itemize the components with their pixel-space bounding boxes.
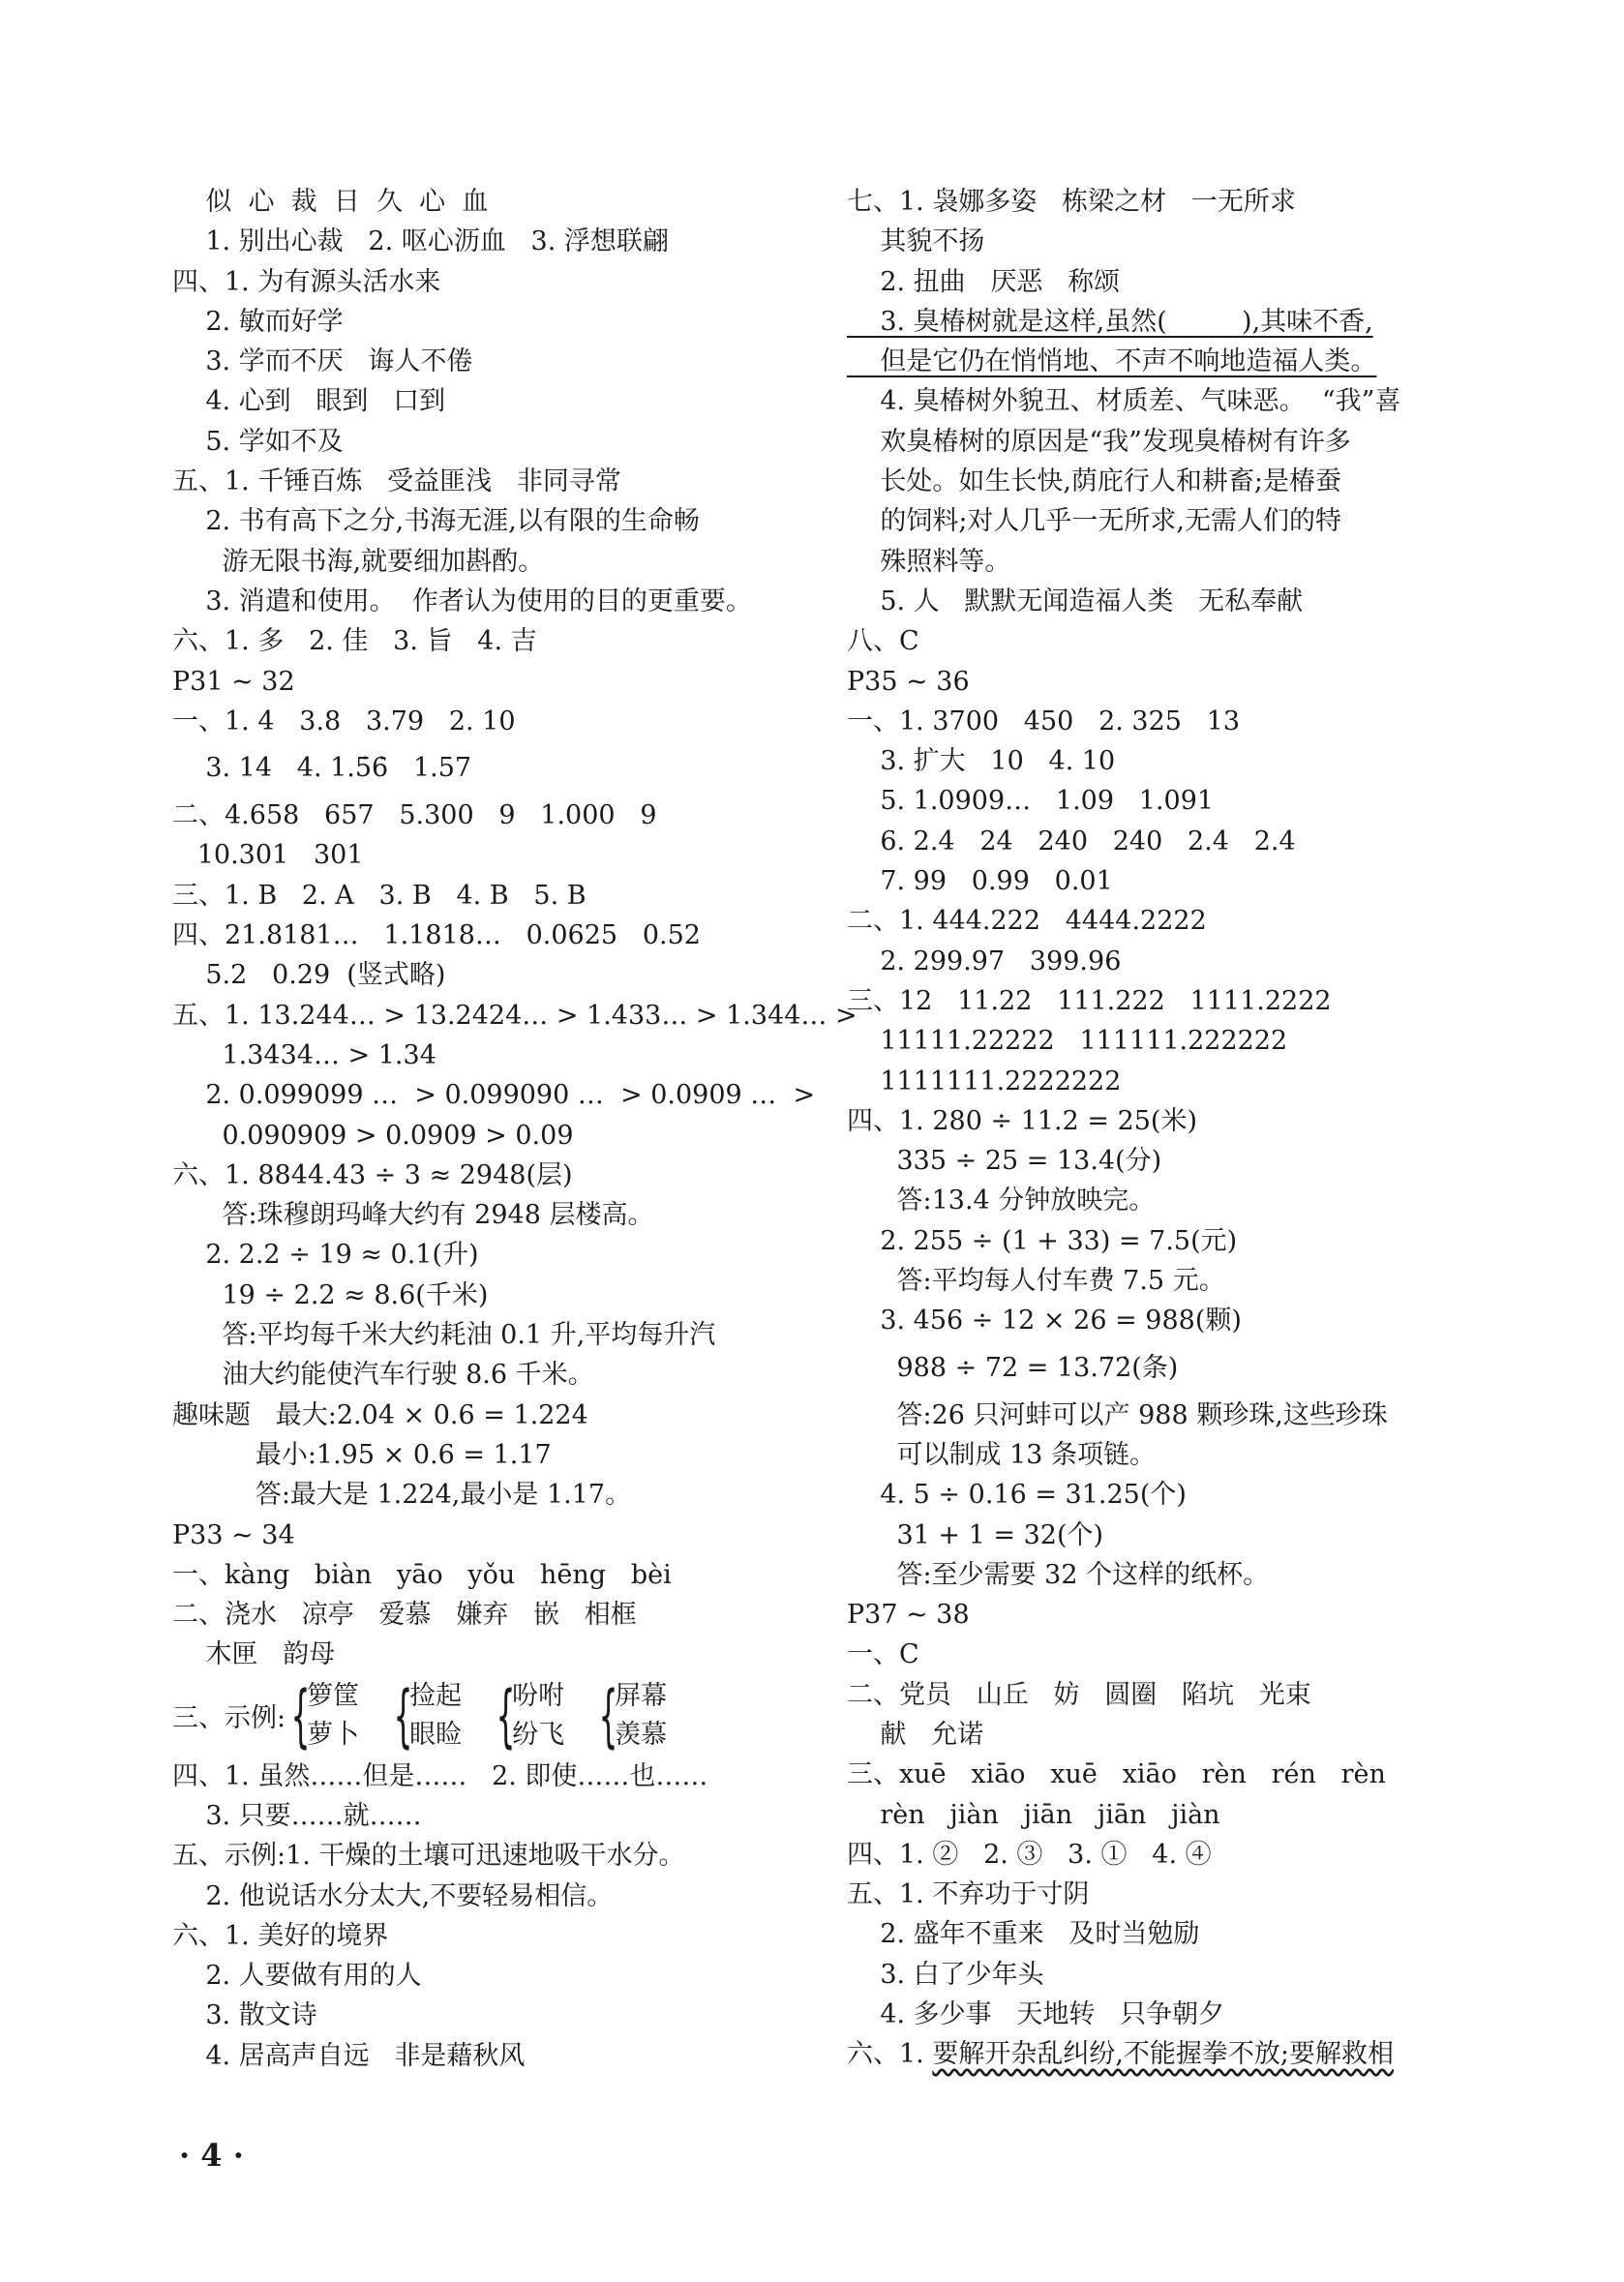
text-line: 答:平均每千米大约耗油 0.1 升,平均每升汽 [172, 1320, 716, 1351]
text-line: 1. 别出心裁 2. 呕心沥血 3. 浮想联翩 [172, 226, 669, 257]
right-column [847, 182, 1466, 2075]
text-line: 五、1. 13.244… > 13.2424… > 1.433… > 1.344… > [172, 1000, 857, 1031]
text-line: 11111.22222 111111.222222 [847, 1026, 1288, 1057]
text-line: 3. 消遣和使用。 作者认为使用的目的更重要。 [172, 586, 752, 616]
text-line: P31 ~ 32 [172, 666, 295, 697]
brace-group [286, 1677, 359, 1755]
text-line: P37 ~ 38 [847, 1600, 970, 1631]
text-line: 三、xuē xiāo xuē xiāo rèn rén rèn [847, 1759, 1386, 1790]
brace-word: 屏幕 [615, 1680, 668, 1711]
text-line: 答:13.4 分钟放映完。 [847, 1186, 1156, 1216]
text-line: 二、浇水 凉亭 爱慕 嫌弃 嵌 相框 [172, 1600, 637, 1631]
text-line: 答:至少需要 32 个这样的纸杯。 [847, 1559, 1270, 1590]
page-number: · 4 · [179, 2137, 244, 2174]
text-line: 油大约能使汽车行驶 8.6 千米。 [172, 1360, 594, 1391]
brace-word: 捡起 [409, 1680, 463, 1711]
text-line: 0.090909 > 0.0909 > 0.09 [172, 1120, 574, 1151]
text-line: 长处。如生长快,荫庇行人和耕畜;是椿蚕 [847, 466, 1342, 497]
text-line: 献 允诺 [847, 1719, 984, 1750]
right-section-a [847, 182, 1466, 302]
text-line: 2. 0.099099 … > 0.099090 … > 0.0909 … > [172, 1080, 816, 1111]
text-line: 19 ÷ 2.2 ≈ 8.6(千米) [172, 1279, 489, 1310]
text-line: 六、1. 多 2. 佳 3. 旨 4. 吉 [172, 626, 537, 657]
brace-groups [286, 1677, 696, 1755]
brace-icon: { [393, 1675, 413, 1756]
text-line: 3. 14 4. 1.5̇6̇ 1.57 [172, 753, 472, 784]
text-line: 游无限书海,就要细加斟酌。 [172, 546, 545, 577]
brace-word: 箩筐 [307, 1680, 360, 1711]
text-line: 5.2 0.29 (竖式略) [172, 960, 446, 991]
underlined-text: 但是它仍在悄悄地、不声不响地造福人类。 [847, 346, 1377, 377]
text-line: 3. 扩大 10 4. 10 [847, 746, 1116, 777]
brace-group [593, 1677, 667, 1755]
text-line: 2. 扭曲 厌恶 称颂 [847, 266, 1121, 297]
text-line: 最小:1.95 × 0.6 = 1.17 [172, 1439, 552, 1470]
brace-word: 纷飞 [512, 1719, 565, 1750]
text-line: 335 ÷ 25 = 13.4(分) [847, 1146, 1162, 1177]
underlined-line [847, 302, 1466, 342]
text-line: 4. 多少事 天地转 只争朝夕 [847, 1999, 1225, 2030]
brace-word: 眼睑 [409, 1719, 463, 1750]
text-line: 一、C [847, 1639, 919, 1670]
text-line: 2. 255 ÷ (1 + 33) = 7.5(元) [847, 1225, 1238, 1256]
wavy-prefix: 六、1. [847, 2039, 933, 2070]
underlined-text: 3. 臭椿树就是这样,虽然( ),其味不香, [847, 306, 1373, 337]
text-line: 一、1. 3700 450 2. 325 13 [847, 706, 1241, 736]
brace-words [307, 1677, 359, 1755]
wavy-line [847, 2034, 1466, 2074]
text-line: 2. 敏而好学 [172, 306, 344, 337]
brace-word: 羡慕 [615, 1719, 668, 1750]
text-line: 7. 99 0.99 0.01 [847, 866, 1113, 897]
text-line: 2. 2.2 ÷ 19 ≈ 0.1(升) [172, 1240, 479, 1271]
text-line: 2. 书有高下之分,书海无涯,以有限的生命畅 [172, 506, 700, 537]
brace-icon: { [496, 1675, 516, 1756]
right-section-c [847, 1396, 1466, 2035]
text-line: 欢臭椿树的原因是“我”发现臭椿树有许多 [847, 426, 1351, 457]
text-line: 六、1. 美好的境界 [172, 1920, 389, 1951]
text-line: 八、C [847, 626, 919, 657]
brace-icon: { [290, 1675, 311, 1756]
text-line: 3. 456 ÷ 12 × 26 = 988(颗) [847, 1306, 1242, 1336]
text-line: 七、1. 袅娜多姿 栋梁之材 一无所求 [847, 187, 1296, 217]
text-line: 5. 学如不及 [172, 426, 344, 457]
text-line: 二、1. 444.222 4444.2222 [847, 906, 1207, 937]
underlined-line [847, 342, 1466, 381]
left-column [172, 182, 857, 2076]
text-line: 3. 白了少年头 [847, 1959, 1044, 1990]
text-line: 答:26 只河蚌可以产 988 颗珍珠,这些珍珠 [847, 1399, 1388, 1430]
left-section-c [172, 1757, 850, 2076]
brace-group [388, 1677, 462, 1755]
example-brace-row [172, 1675, 850, 1757]
text-line: 1111111.2222222 [847, 1066, 1122, 1096]
text-line: 31 + 1 = 32(个) [847, 1519, 1104, 1550]
text-line: 四、21.8181… 1.1818… 0.0625 0.52 [172, 920, 701, 951]
text-line: 6. 2.4 24 240 240 2.4 2.4 [847, 826, 1296, 856]
text-line: 殊照料等。 [847, 546, 1011, 577]
right-section-b [847, 381, 1466, 1340]
text-line: 4. 居高声自远 非是藉秋风 [172, 2040, 526, 2071]
text-line: rèn jiàn jiān jiān jiàn [847, 1799, 1220, 1830]
text-line: 四、1. 280 ÷ 11.2 = 25(米) [847, 1105, 1197, 1136]
text-line: 二、党员 山丘 妨 圆圈 陷坑 光束 [847, 1679, 1311, 1710]
text-line: 4. 5 ÷ 0.16 = 31.25(个) [847, 1480, 1187, 1511]
text-line: P35 ~ 36 [847, 666, 970, 697]
text-line: 二、4.658 657 5.300 9 1.000 9 [172, 800, 657, 831]
text-line: 3. 只要……就…… [172, 1800, 422, 1831]
text-line: 2. 他说话水分太大,不要轻易相信。 [172, 1880, 614, 1911]
text-line: 五、1. 不弃功于寸阴 [847, 1879, 1090, 1910]
text-line: 四、1. ② 2. ③ 3. ① 4. ④ [847, 1839, 1212, 1870]
text-line: 的饲料;对人几乎一无所求,无需人们的特 [847, 506, 1342, 537]
text-line: 3. 散文诗 [172, 2000, 317, 2031]
text-line: 5. 1.0909… 1.09 1.091 [847, 786, 1215, 817]
text-line: 六、1. 8844.43 ÷ 3 ≈ 2948(层) [172, 1159, 573, 1190]
text-line: 2. 盛年不重来 及时当勉励 [847, 1919, 1200, 1950]
text-line: 三、1. B 2. A 3. B 4. B 5. B [172, 880, 586, 911]
brace-word: 萝卜 [307, 1719, 360, 1750]
text-line: 答:最大是 1.224,最小是 1.17。 [172, 1480, 632, 1511]
text-line: 五、示例:1. 干燥的土壤可迅速地吸干水分。 [172, 1841, 685, 1872]
brace-word: 吩咐 [512, 1680, 565, 1711]
brace-icon: { [598, 1675, 618, 1756]
text-line: 三、12 11.22 111.222 1111.2222 [847, 985, 1332, 1016]
brace-words [615, 1677, 667, 1755]
text-line: 4. 臭椿树外貌丑、材质差、气味恶。 “我”喜 [847, 386, 1401, 417]
brace-group [491, 1677, 564, 1755]
text-line: 4. 心到 眼到 口到 [172, 386, 446, 417]
text-line: 五、1. 千锤百炼 受益匪浅 非同寻常 [172, 466, 621, 497]
text-line: 1.3434… > 1.34 [172, 1039, 436, 1070]
text-line: 答:平均每人付车费 7.5 元。 [847, 1266, 1225, 1297]
example-prefix: 三、示例: [172, 1703, 286, 1734]
text-line: 四、1. 虽然……但是…… 2. 即使……也…… [172, 1760, 708, 1791]
text-line: 5. 人 默默无闻造福人类 无私奉献 [847, 586, 1304, 616]
wavy-underlined-text: 要解开杂乱纠纷,不能握拳不放;要解救相 [932, 2039, 1395, 2070]
brace-words [409, 1677, 462, 1755]
text-line: 木匣 韵母 [172, 1639, 336, 1670]
text-line: 2. 299.97 399.96 [847, 946, 1122, 976]
text-line: 答:珠穆朗玛峰大约有 2948 层楼高。 [172, 1200, 654, 1231]
text-line: 趣味题 最大:2.04 × 0.6 = 1.224 [172, 1399, 588, 1430]
brace-words [512, 1677, 564, 1755]
text-line: 988 ÷ 72 = 13.7̇2̇(条) [847, 1352, 1179, 1383]
left-section-b [172, 796, 857, 1675]
text-line: 10.301 301 [172, 840, 364, 871]
text-line: 四、1. 为有源头活水来 [172, 266, 441, 297]
left-section-a [172, 182, 850, 741]
text-line: 3. 学而不厌 诲人不倦 [172, 346, 473, 377]
text-line: P33 ~ 34 [172, 1519, 295, 1550]
text-line: 2. 人要做有用的人 [172, 1961, 422, 1992]
text-line: 一、kàng biàn yāo yǒu hēng bèi [172, 1559, 672, 1590]
text-line: 一、1. 4 3.8 3.79 2. 10 [172, 706, 516, 736]
text-line: 可以制成 13 条项链。 [847, 1439, 1157, 1470]
text-line: 其貌不扬 [847, 226, 985, 257]
text-line: 似 心 裁 日 久 心 血 [172, 187, 489, 217]
